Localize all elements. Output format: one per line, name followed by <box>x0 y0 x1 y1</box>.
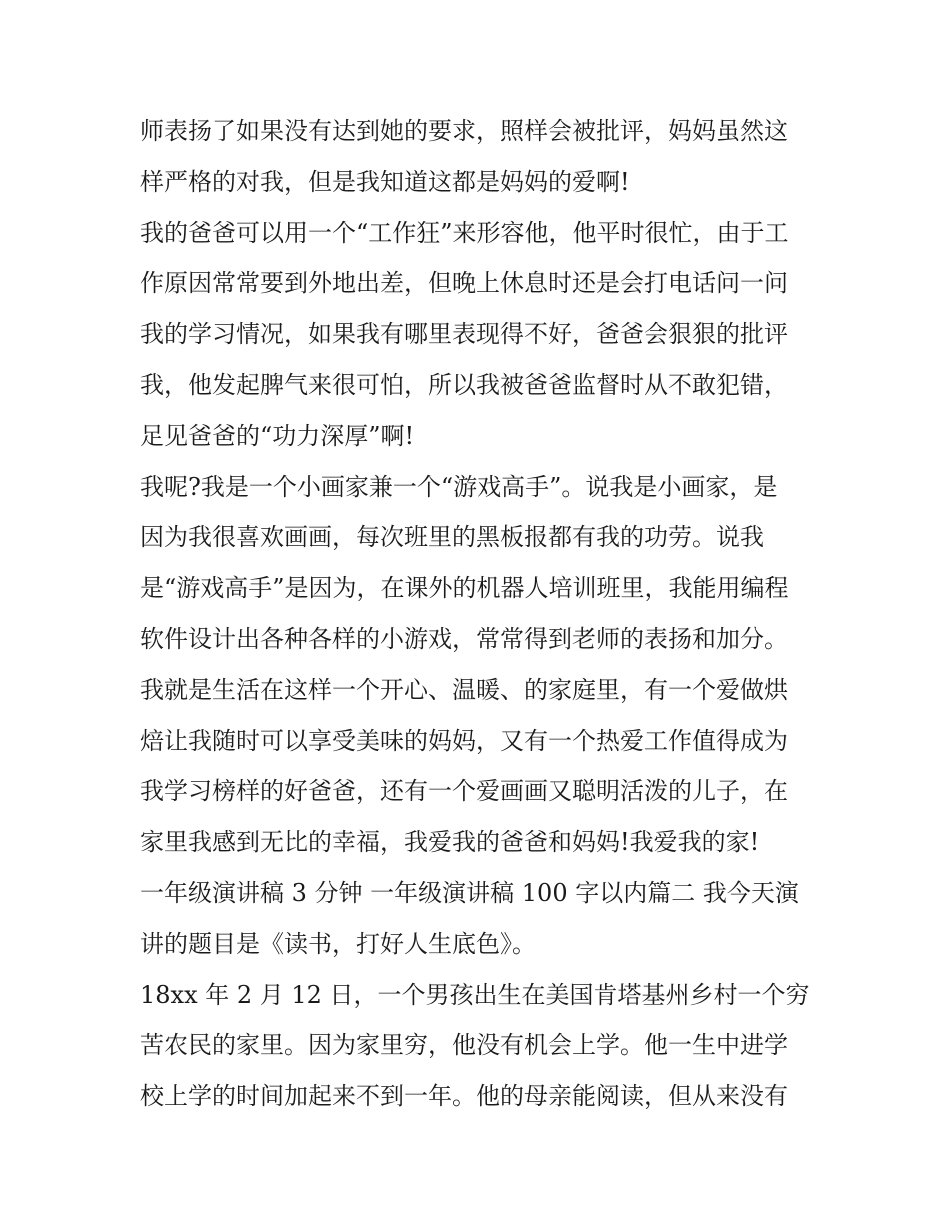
text-line: 18xx 年 2 月 12 日，一个男孩出生在美国肯塔基州乡村一个穷 <box>140 980 810 1009</box>
text-line: 讲的题目是《读书，打好人生底色》。 <box>140 929 536 958</box>
text-line: 我呢?我是一个小画家兼一个“游戏高手”。说我是小画家，是 <box>140 472 778 501</box>
text-line: 软件设计出各种各样的小游戏，常常得到老师的表扬和加分。 <box>140 624 788 653</box>
text-line: 家里我感到无比的幸福，我爱我的爸爸和妈妈!我爱我的家! <box>140 828 760 857</box>
text-line: 校上学的时间加起来不到一年。他的母亲能阅读，但从来没有 <box>140 1082 788 1111</box>
text-line: 我的学习情况，如果我有哪里表现得不好，爸爸会狠狠的批评 <box>140 320 788 349</box>
text-line: 作原因常常要到外地出差，但晚上休息时还是会打电话问一问 <box>140 269 788 298</box>
text-line: 一年级演讲稿 3 分钟 一年级演讲稿 100 字以内篇二 我今天演 <box>140 878 799 907</box>
text-line: 我的爸爸可以用一个“工作狂”来形容他，他平时很忙，由于工 <box>140 218 789 247</box>
text-line: 焙让我随时可以享受美味的妈妈，又有一个热爱工作值得成为 <box>140 726 788 755</box>
text-line: 我，他发起脾气来很可怕，所以我被爸爸监督时从不敢犯错， <box>140 370 788 399</box>
text-line: 足见爸爸的“功力深厚”啊! <box>140 421 415 450</box>
text-line: 是“游戏高手”是因为，在课外的机器人培训班里，我能用编程 <box>140 574 789 603</box>
text-line: 我学习榜样的好爸爸，还有一个爱画画又聪明活泼的儿子，在 <box>140 777 788 806</box>
document-body <box>140 106 820 1122</box>
text-line: 我就是生活在这样一个开心、温暖、的家庭里，有一个爱做烘 <box>140 675 788 704</box>
text-line: 师表扬了如果没有达到她的要求，照样会被批评，妈妈虽然这 <box>140 117 788 145</box>
text-line: 因为我很喜欢画画，每次班里的黑板报都有我的功劳。说我 <box>140 523 764 552</box>
text-line: 苦农民的家里。因为家里穷，他没有机会上学。他一生中进学 <box>140 1031 788 1060</box>
text-line: 样严格的对我，但是我知道这都是妈妈的爱啊! <box>140 167 630 196</box>
